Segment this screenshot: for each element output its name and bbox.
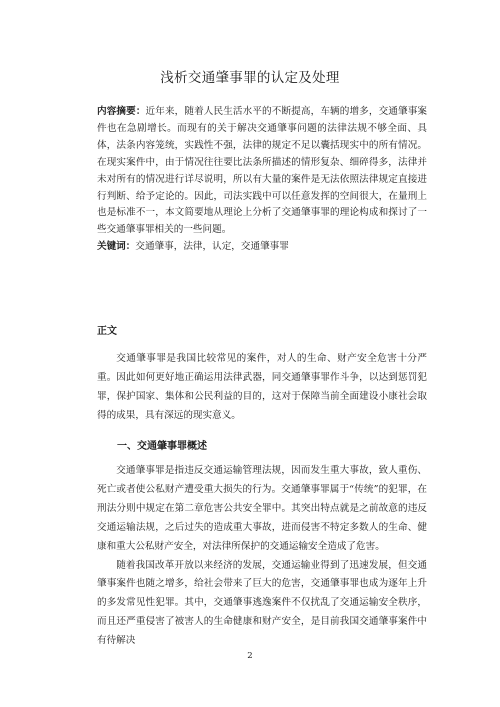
- section1-paragraph-1: 交通肇事罪是指违反交通运输管理法规，因而发生重大事故，致人重伤、死亡或者使公私财产遭受重大损失的行为。交通肇事罪属于“传统”的犯罪，在刑法分则中规定在第二章危害公共安全罪中。其突出特点就是之前故意的违反交通运输法规，之后过失的造成重大事故，进而侵害不特定多数人的生命、健康和重大公私财产安全，对法律所保护的交通运输安全造成了危害。: [97, 465, 427, 552]
- keywords-text: 交通肇事，法律，认定，交通肇事罪: [135, 241, 289, 253]
- keywords-line: [97, 239, 427, 256]
- section1-body: [97, 462, 427, 651]
- abstract-label: 内容摘要：: [97, 106, 146, 117]
- keywords-label: 关键词：: [97, 241, 136, 253]
- section1-paragraph-2: 随着我国改革开放以来经济的发展，交通运输业得到了迅速发展，但交通肇事案件也随之增多，给社会带来了巨大的危害，交通肇事罪也成为逐年上升的多发常见性犯罪。其中，交通肇事逃逸案件不仅扰乱了交通运输安全秩序，而且还严重侵害了被害人的生命健康和财产安全，是目前我国交通肇事案件中有待解决: [97, 559, 427, 647]
- section1-heading: 一、交通肇事罪概述: [117, 441, 207, 452]
- abstract-text: 近年来，随着人民生活水平的不断提高，车辆的增多，交通肇事案件也在急剧增长。而现有的关于解决交通肇事问题的法律法规不够全面、具体，法条内容笼统，实践性不强，法律的规定不足以囊括现实中的所有情况。在现实案件中，由于情况往往要比法条所描述的情形复杂、细碎得多，法律并未对所有的情况进行详尽说明，所以有大量的案件是无法依照法律规定直接进行判断、给予定论的。因此，司法实践中可以任意发挥的空间很大，在量刑上也是标准不一，本文简要地从理论上分析了交通肇事罪的理论构成和探讨了一些交通肇事罪相关的一些问题。: [97, 106, 427, 236]
- abstract-paragraph: [97, 104, 427, 239]
- intro-section: [97, 350, 427, 426]
- abstract-block: [97, 104, 427, 256]
- page-number: 2: [247, 651, 253, 661]
- document-title: 浅析交通肇事罪的认定及处理: [160, 70, 340, 86]
- intro-paragraph: 交通肇事罪是我国比较常见的案件，对人的生命、财产安全危害十分严重。因此如何更好地正确运用法律武器，同交通肇事罪作斗争，以达到惩罚犯罪，保护国家、集体和公民利益的目的，这对于保障当前全面建设小康社会取得的成果，具有深远的现实意义。: [97, 353, 427, 421]
- body-heading: 正文: [97, 326, 117, 337]
